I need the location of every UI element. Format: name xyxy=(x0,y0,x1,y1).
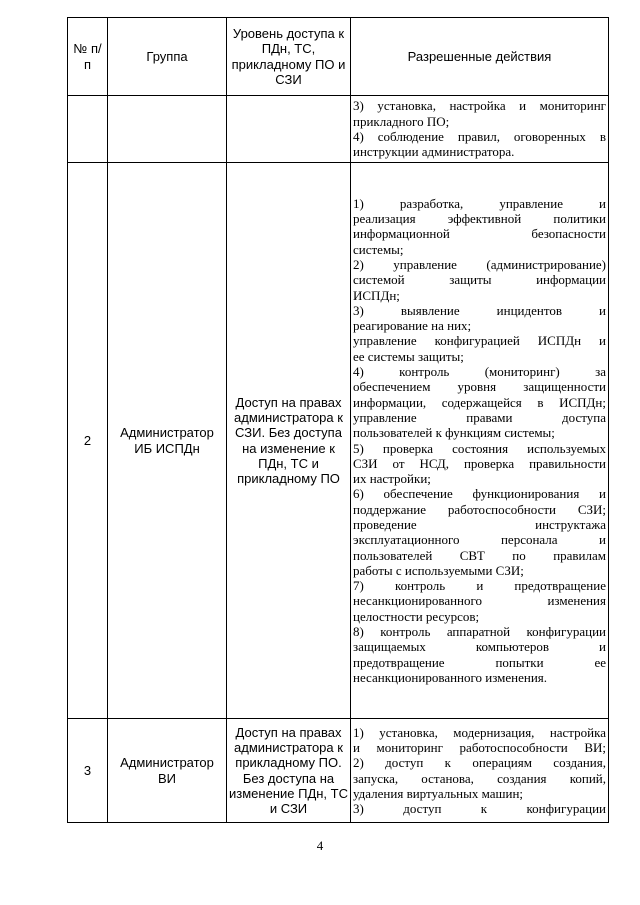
action-line: запуска, останова, создания копий, xyxy=(353,770,606,786)
action-line: 1) разработка, управление и xyxy=(353,195,606,211)
action-line: обеспечением уровня защищенности xyxy=(353,379,606,395)
action-line: управление правами доступа xyxy=(353,409,606,425)
action-line: информационной безопасности xyxy=(353,226,606,242)
action-line: 7) контроль и предотвращение xyxy=(353,578,606,594)
action-line: целостности ресурсов; xyxy=(353,608,480,624)
action-line: 1) установка, модернизация, настройка xyxy=(353,724,606,740)
action-line: ее системы защиты; xyxy=(353,348,464,364)
action-line: 3) установка, настройка и мониторинг xyxy=(353,98,606,114)
cell-allowed-actions xyxy=(351,96,609,163)
action-line: инструкции администратора. xyxy=(353,144,515,160)
action-line: системой защиты информации xyxy=(353,272,606,288)
action-line: ИСПДн; xyxy=(353,287,400,303)
table-row-2 xyxy=(68,163,609,719)
cell-number: 3 xyxy=(68,719,108,823)
action-line: СЗИ от НСД, проверка правильности xyxy=(353,455,606,471)
cell-group: Администратор ИБ ИСПДн xyxy=(108,163,227,719)
action-line: 2) доступ к операциям создания, xyxy=(353,755,606,771)
action-line: 6) обеспечение функционирования и xyxy=(353,486,606,502)
cell-access-level xyxy=(227,96,351,163)
table-header-row xyxy=(68,18,609,96)
access-rights-table xyxy=(67,17,609,823)
cell-allowed-actions xyxy=(351,719,609,823)
action-line: реализация эффективной политики xyxy=(353,211,606,227)
action-line: управление конфигурацией ИСПДн и xyxy=(353,333,606,349)
page-number: 4 xyxy=(316,838,324,853)
cell-group: Администратор ВИ xyxy=(108,719,227,823)
header-number: № п/п xyxy=(68,18,108,96)
action-line: проведение инструктажа xyxy=(353,516,606,532)
action-line: несанкционированного изменения xyxy=(353,593,606,609)
action-line: удаления виртуальных машин; xyxy=(353,785,524,801)
cell-allowed-actions xyxy=(351,163,609,719)
cell-access-level: Доступ на правах администратора к прикладному ПО. Без доступа на изменение ПДн, ТС и СЗИ xyxy=(227,719,351,823)
action-line: 5) проверка состояния используемых xyxy=(353,440,606,456)
cell-access-level: Доступ на правах администратора к СЗИ. Без доступа на изменение к ПДн, ТС и прикладному ПО xyxy=(227,163,351,719)
action-line: пользователей к функциям системы; xyxy=(353,425,555,441)
action-line: системы; xyxy=(353,241,404,257)
table-row-1-continued xyxy=(68,96,609,163)
action-line: их настройки; xyxy=(353,471,431,487)
action-line: предотвращение попытки ее xyxy=(353,654,606,670)
cell-number: 2 xyxy=(68,163,108,719)
action-line: прикладного ПО; xyxy=(353,113,450,129)
header-allowed-actions: Разрешенные действия xyxy=(351,18,609,96)
action-line: несанкционированного изменения. xyxy=(353,669,548,685)
action-line: и мониторинг работоспособности ВИ; xyxy=(353,739,606,755)
action-line: реагирование на них; xyxy=(353,318,472,334)
header-access-level: Уровень доступа к ПДн, ТС, прикладному ПО и СЗИ xyxy=(227,18,351,96)
cell-group xyxy=(108,96,227,163)
action-line: эксплуатационного персонала и xyxy=(353,532,606,548)
action-line: 3) доступ к конфигурации xyxy=(353,801,606,817)
header-group: Группа xyxy=(108,18,227,96)
action-line: 4) соблюдение правил, оговоренных в xyxy=(353,129,606,144)
action-line: 2) управление (администрирование) xyxy=(353,256,606,272)
table-row-3 xyxy=(68,719,609,823)
action-line: 8) контроль аппаратной конфигурации xyxy=(353,624,606,640)
action-line: информации, содержащейся в ИСПДн; xyxy=(353,394,606,410)
action-line: работы с используемыми СЗИ; xyxy=(353,562,524,578)
action-line: 3) выявление инцидентов и xyxy=(353,302,606,318)
action-line: защищаемых компьютеров и xyxy=(353,639,606,655)
action-line: пользователей СВТ по правилам xyxy=(353,547,606,563)
action-line: поддержание работоспособности СЗИ; xyxy=(353,501,606,517)
cell-number xyxy=(68,96,108,163)
action-line: 4) контроль (мониторинг) за xyxy=(353,364,606,380)
